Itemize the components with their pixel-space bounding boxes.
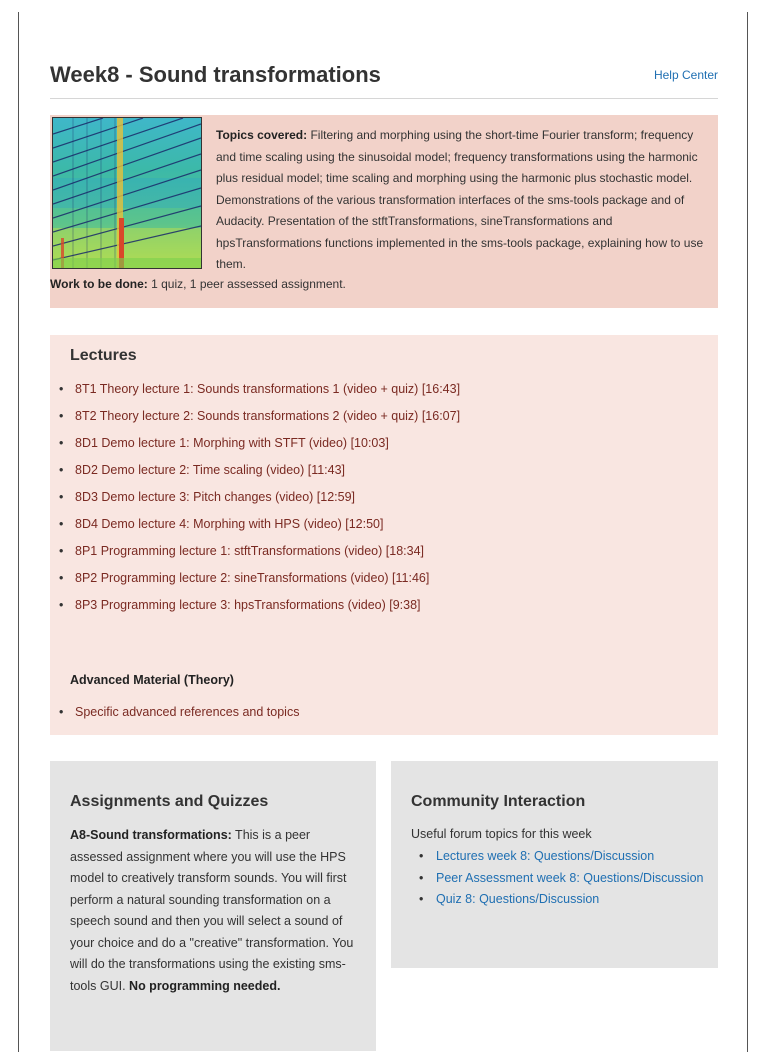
lectures-section — [50, 335, 718, 735]
lecture-link-8p1[interactable]: 8P1 Programming lecture 1: stftTransformations (video) [18:34] — [75, 544, 424, 558]
advanced-material-heading: Advanced Material (Theory) — [70, 673, 234, 687]
lecture-link-8t2[interactable]: 8T2 Theory lecture 2: Sounds transformations 2 (video + quiz) [16:07] — [75, 409, 461, 423]
page-title: Week8 - Sound transformations — [50, 62, 381, 87]
community-intro: Useful forum topics for this week — [411, 827, 592, 841]
list-item — [50, 514, 490, 536]
assignment-title: A8-Sound transformations: — [70, 828, 232, 842]
list-item — [50, 460, 490, 482]
list-item — [50, 595, 490, 617]
list-item — [50, 406, 490, 428]
forum-link-lectures[interactable]: Lectures week 8: Questions/Discussion — [436, 849, 655, 863]
assignment-description — [70, 825, 360, 997]
list-item — [50, 487, 490, 509]
page-header — [50, 60, 718, 99]
lecture-link-8p2[interactable]: 8P2 Programming lecture 2: sineTransformations (video) [11:46] — [75, 571, 430, 585]
lecture-link-8d3[interactable]: 8D3 Demo lecture 3: Pitch changes (video) [12:59] — [75, 490, 356, 504]
lecture-link-8p3[interactable]: 8P3 Programming lecture 3: hpsTransformations (video) [9:38] — [75, 598, 421, 612]
assignments-heading: Assignments and Quizzes — [70, 793, 269, 810]
advanced-material-list — [50, 702, 490, 724]
list-item — [50, 541, 490, 563]
lecture-link-8d4[interactable]: 8D4 Demo lecture 4: Morphing with HPS (video) [12:50] — [75, 517, 384, 531]
work-label: Work to be done: — [50, 277, 148, 291]
topics-covered — [216, 125, 710, 276]
community-panel — [391, 761, 718, 968]
community-heading: Community Interaction — [411, 793, 586, 810]
lectures-heading: Lectures — [70, 347, 137, 364]
forum-link-peer-assessment[interactable]: Peer Assessment week 8: Questions/Discussion — [436, 870, 704, 885]
list-item — [50, 433, 490, 455]
assignment-emphasis: No programming needed. — [129, 978, 281, 993]
assignment-body: This is a peer assessed assignment where you will use the HPS model to creatively transform sounds. You will first perform a natural sounding transformation on a speech sound and then you will select a sound of your choice and do a "creative" transformation. You will do the transformations using the existing sms-tools GUI. — [70, 828, 354, 993]
topics-label: Topics covered: — [216, 128, 308, 142]
spectrogram-thumbnail — [52, 117, 202, 269]
lecture-link-8d1[interactable]: 8D1 Demo lecture 1: Morphing with STFT (video) [10:03] — [75, 436, 389, 450]
list-item — [411, 889, 711, 911]
work-to-be-done — [50, 277, 346, 291]
forum-topic-list — [411, 846, 711, 911]
list-item — [50, 379, 490, 401]
lecture-list — [50, 379, 490, 622]
list-item — [411, 868, 711, 890]
spectrogram-image — [53, 118, 201, 268]
lecture-link-8t1[interactable]: 8T1 Theory lecture 1: Sounds transformations 1 (video + quiz) [16:43] — [75, 382, 461, 396]
week-overview — [50, 115, 718, 308]
list-item — [50, 702, 490, 724]
assignments-panel — [50, 761, 376, 1051]
work-text: 1 quiz, 1 peer assessed assignment. — [147, 277, 346, 291]
list-item — [411, 846, 711, 868]
lecture-link-8d2[interactable]: 8D2 Demo lecture 2: Time scaling (video) [11:43] — [75, 463, 346, 477]
advanced-references-link[interactable]: Specific advanced references and topics — [75, 705, 300, 719]
forum-link-quiz[interactable]: Quiz 8: Questions/Discussion — [436, 892, 600, 906]
topics-text: Filtering and morphing using the short-time Fourier transform; frequency and time scaling using the sinusoidal model; frequency transformations using the harmonic plus residual model; time scaling and morphing using the harmonic plus stochastic model. Demonstrations of the various transformation interfaces of the sms-tools package and of Audacity. Presentation of the stftTransformations, sineTransformations and hpsTransformations functions implemented in the sms-tools package, explaining how to use them. — [216, 128, 704, 271]
list-item — [50, 568, 490, 590]
help-center-link[interactable]: Help Center — [653, 68, 718, 82]
